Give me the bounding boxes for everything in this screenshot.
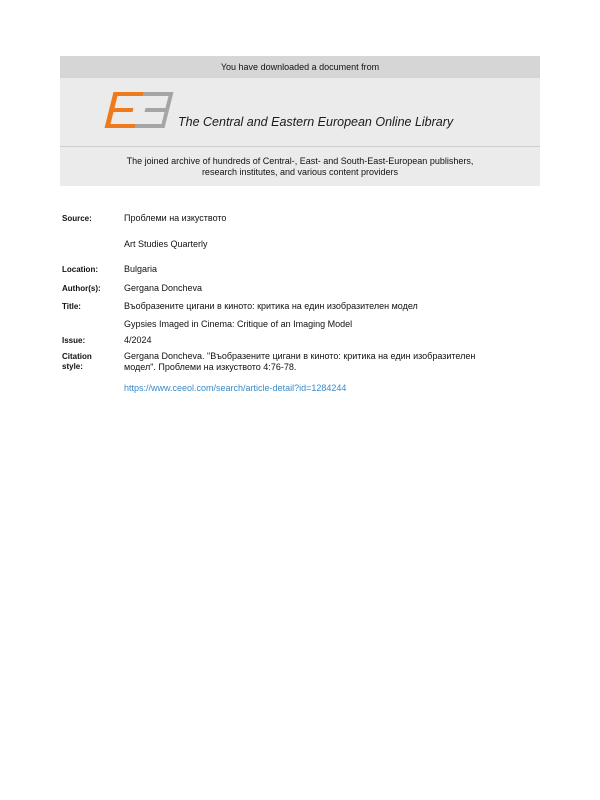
- citation-label-line-1: Citation: [62, 352, 92, 361]
- issue-value: 4/2024: [124, 335, 152, 345]
- source-value-en: Art Studies Quarterly: [124, 239, 208, 249]
- authors-value: Gergana Doncheva: [124, 283, 203, 293]
- location-value: Bulgaria: [124, 264, 158, 274]
- citation-label: [62, 352, 120, 372]
- source-label: Source:: [62, 214, 92, 223]
- citation-line-2: модел". Проблеми на изкуството 4:76-78.: [124, 362, 297, 372]
- title-value: Въобразените цигани в киното: критика на един изобразителен модел: [124, 301, 418, 311]
- citation-label-line-2: style:: [62, 362, 83, 371]
- location-label: Location:: [62, 265, 98, 274]
- source-value: Проблеми на изкуството: [124, 213, 227, 223]
- download-notice: You have downloaded a document from: [60, 56, 540, 78]
- authors-label: Author(s):: [62, 284, 101, 293]
- ceeol-logo-icon: [104, 90, 176, 130]
- title-value-en: Gypsies Imaged in Cinema: Critique of an Imaging Model: [124, 319, 353, 329]
- issue-label: Issue:: [62, 336, 86, 345]
- library-title: The Central and Eastern European Online Library: [178, 115, 454, 129]
- ceeol-banner: [60, 56, 540, 186]
- citation-line-1: Gergana Doncheva. "Въобразените цигани в киното: критика на един изобразителен: [124, 351, 476, 361]
- title-label: Title:: [62, 302, 81, 311]
- banner-divider: [60, 146, 540, 147]
- citation-text: [124, 351, 534, 373]
- tagline-line-1: The joined archive of hundreds of Central-, East- and South-East-European publishers,: [126, 156, 474, 166]
- tagline: [60, 156, 540, 178]
- tagline-line-2: research institutes, and various content providers: [201, 167, 399, 177]
- article-url-link[interactable]: https://www.ceeol.com/search/article-detail?id=1284244: [124, 383, 347, 393]
